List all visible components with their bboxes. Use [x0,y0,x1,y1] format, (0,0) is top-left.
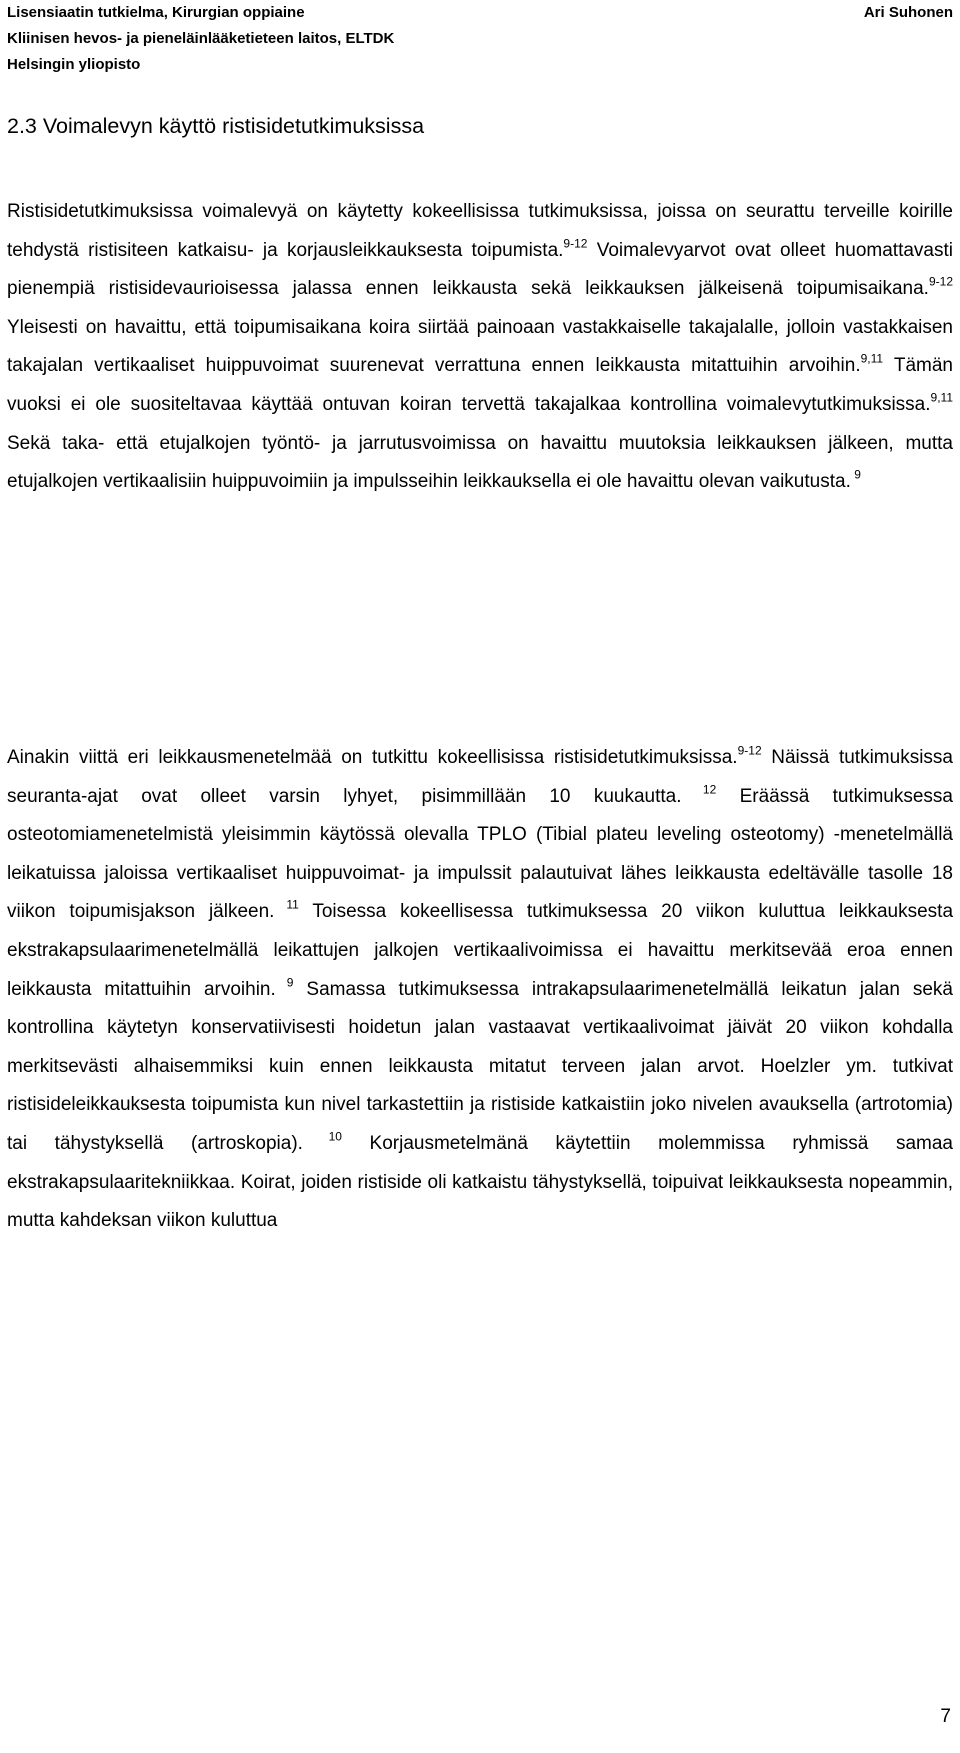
header-line-2 [7,26,953,52]
citation-reference: 11 [274,897,299,912]
section-title: 2.3 Voimalevyn käyttö ristisidetutkimuksissa [7,114,425,138]
paragraph-text: Korjausmetelmänä käytettiin molemmissa ryhmissä samaa ekstrakapsulaaritekniikkaa. Koirat, joiden ristiside oli katkaistu tähystyksellä, toipuivat leikkauksesta nopeammin, mutta kahdeksan viikon kuluttua [7,1132,953,1232]
paragraph-text: Toisessa kokeellisessa tutkimuksessa 20 viikon kuluttua leikkauksesta ekstrakapsulaarimenetelmällä leikattujen jalkojen vertikaalivoimissa ei havaittu merkitsevää eroa ennen leikkausta mitattuihin arvoihin. [7,901,954,1000]
paragraph-text: Samassa tutkimuksessa intrakapsulaarimenetelmällä leikatun jalan sekä kontrollina käytetyn konservatiivisesti hoidetun jalan vastaavat vertikaalivoimat jäivät 20 viikon kohdalla merkitsevästi alhaisemmiksi kuin ennen leikkausta mitatut terveen jalan arvot. Hoelzler ym. tutkivat ristisideleikkauksesta toipumista kun nivel tarkastettiin ja ristiside katkaistiin joko nivelen avauksella (artrotomia) tai tähystyksellä (artroskopia). [7,978,953,1154]
paragraph-text: Sekä taka- että etujalkojen työntö- ja jarrutusvoimissa on havaittu muutoksia leikkauksen jälkeen, mutta etujalkojen vertikaalisiin huippuvoimiin ja impulsseihin leikkauksella ei ole havaittu olevan vaikutusta. [7,432,953,493]
department-label: Kliinisen hevos- ja pieneläinlääketieteen laitos, ELTDK [7,30,395,47]
citation-reference: 9-12 [737,743,762,758]
citation-reference: 9-12 [563,236,588,251]
paragraph-text: Yleisesti on havaittu, että toipumisaikana koira siirtää painoaan vastakkaiselle takajalalle, jolloin vastakkaisen takajalan vertikaaliset huippuvoimat suurenevat verrattuna ennen leikkausta mitattuihin arvoihin. [7,316,953,377]
citation-reference: 10 [302,1129,342,1144]
body-paragraph-2 [7,739,953,1241]
paragraph-text: Tämän vuoksi ei ole suositeltavaa käyttää ontuvan koiran tervettä takajalkaa kontrollina voimalevytutkimuksissa. [7,355,954,415]
page-number: 7 [940,1706,951,1727]
paragraph-text: Ristisidetutkimuksissa voimalevyä on käytetty kokeellisissa tutkimuksissa, joissa on seurattu terveille koirille tehdystä ristisiteen katkaisu- ja korjausleikkauksesta toipumista. [7,201,953,261]
citation-reference: 9,11 [930,390,953,405]
header-line-3 [7,52,953,78]
citation-reference: 9 [275,975,294,990]
citation-reference: 9 [850,467,861,482]
citation-reference: 12 [681,782,717,797]
paragraph-text: Voimalevyarvot ovat olleet huomattavasti pienempiä ristisidevaurioisessa jalassa ennen leikkausta sekä leikkauksen jälkeisenä toipumisaikana. [7,239,953,300]
paragraph-text: Näissä tutkimuksissa seuranta-ajat ovat olleet varsin lyhyet, pisimmillään 10 kuukautta. [7,747,953,807]
author-name: Ari Suhonen [863,4,953,21]
paragraph-text: Eräässä tutkimuksessa osteotomiamenetelmistä yleisimmin käytössä olevalla TPLO (Tibial plateu leveling osteotomy) -menetelmällä leikatuissa jaloissa vertikaaliset huippuvoimat- ja impulssit palautuivat lähes leikkausta edeltävälle tasolle 18 viikon toipumisjakson jälkeen. [7,785,953,923]
body-paragraph-1 [7,193,953,502]
citation-reference: 9-12 [928,274,953,289]
thesis-label: Lisensiaatin tutkielma, Kirurgian oppiaine [7,4,305,21]
page-header [7,0,953,78]
citation-reference: 9,11 [860,351,884,366]
paragraph-text: Ainakin viittä eri leikkausmenetelmää on tutkittu kokeellisissa ristisidetutkimuksissa. [7,747,738,768]
header-line-1 [7,0,953,26]
university-label: Helsingin yliopisto [7,56,141,73]
